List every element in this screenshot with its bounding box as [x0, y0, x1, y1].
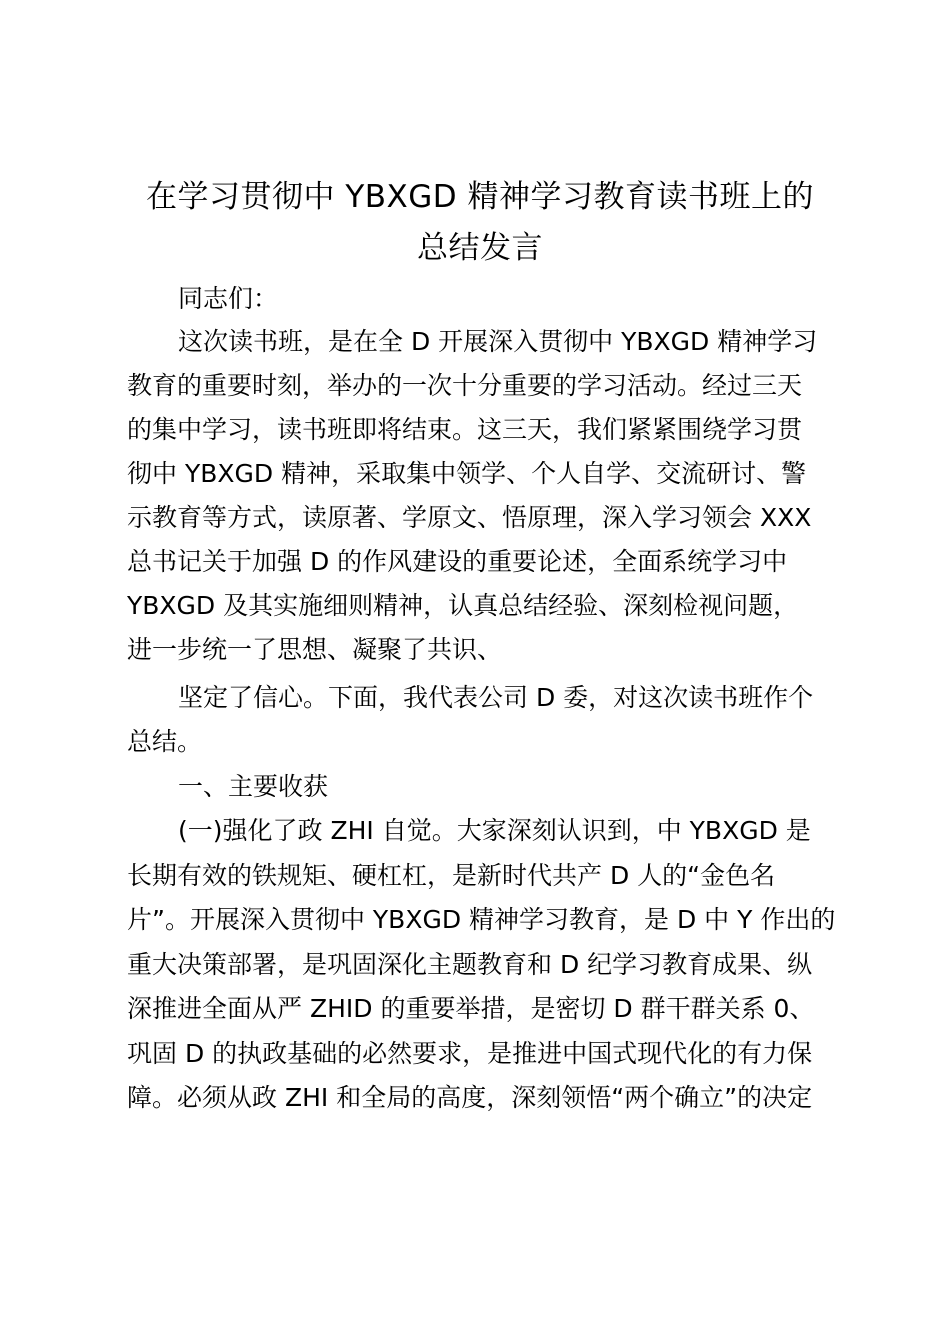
paragraph-line: 教育的重要时刻，举办的一次十分重要的学习活动。经过三天 [127, 371, 803, 400]
paragraph-line: 这次读书班，是在全 D 开展深入贯彻中 YBXGD 精神学习 [178, 327, 818, 356]
paragraph-line: 巩固 D 的执政基础的必然要求，是推进中国式现代化的有力保 [127, 1039, 813, 1068]
paragraph-line: 重大决策部署，是巩固深化主题教育和 D 纪学习教育成果、纵 [127, 950, 813, 979]
paragraph-line: 坚定了信心。下面，我代表公司 D 委，对这次读书班作个 [178, 683, 814, 712]
paragraph-line: YBXGD 及其实施细则精神，认真总结经验、深刻检视问题， [127, 591, 799, 620]
paragraph-line: 的集中学习，读书班即将结束。这三天，我们紧紧围绕学习贯 [127, 415, 803, 444]
paragraph-line: 总书记关于加强 D 的作风建设的重要论述，全面系统学习中 [127, 547, 788, 576]
section-heading: 一、主要收获 [178, 772, 329, 801]
paragraph-line: 示教育等方式，读原著、学原文、悟原理，深入学习领会 XXX [127, 503, 812, 532]
paragraph-line: (一)强化了政 ZHI 自觉。大家深刻认识到，中 YBXGD 是 [178, 816, 811, 845]
document-title-line-2: 总结发言 [417, 230, 543, 266]
salutation: 同志们： [178, 284, 279, 313]
paragraph-line: 总结。 [127, 727, 203, 756]
paragraph-line: 片”。开展深入贯彻中 YBXGD 精神学习教育，是 D 中 Y 作出的 [127, 905, 836, 934]
paragraph-line: 进一步统一了思想、凝聚了共识、 [127, 635, 503, 664]
paragraph-line: 长期有效的铁规矩、硬杠杠，是新时代共产 D 人的“金色名 [127, 861, 776, 890]
paragraph-line: 深推进全面从严 ZHID 的重要举措，是密切 D 群干群关系 0、 [127, 994, 815, 1023]
document-title-line-1: 在学习贯彻中 YBXGD 精神学习教育读书班上的 [145, 179, 815, 215]
paragraph-line: 障。必须从政 ZHI 和全局的高度，深刻领悟“两个确立”的决定 [127, 1083, 813, 1112]
paragraph-line: 彻中 YBXGD 精神，采取集中领学、个人自学、交流研讨、警 [127, 459, 807, 488]
